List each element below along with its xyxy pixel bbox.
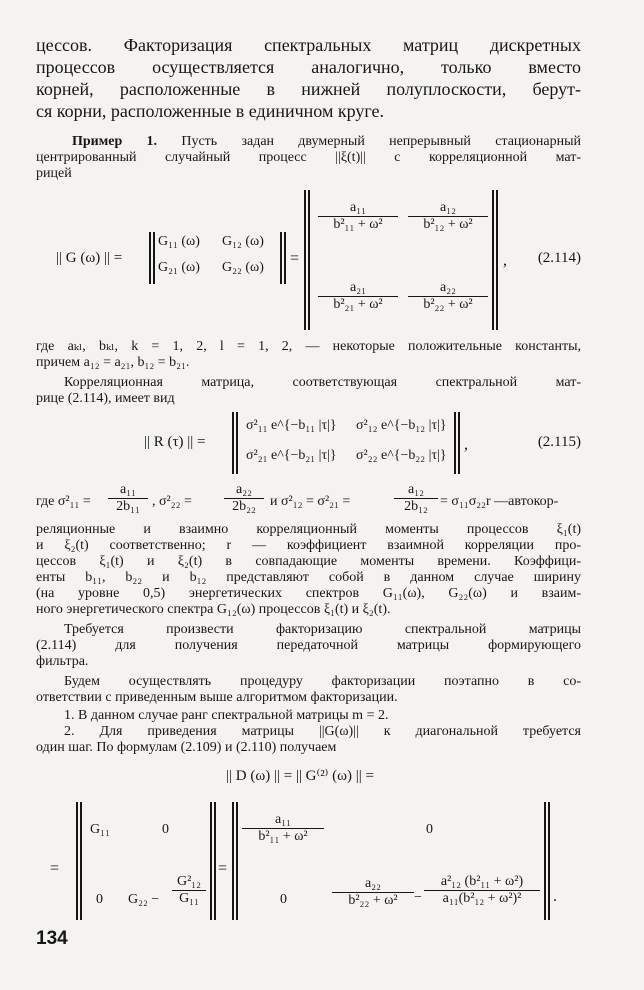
matrix-bar bbox=[236, 802, 238, 920]
matrix-cell: G₁₁ bbox=[90, 822, 110, 837]
text-line: Будем осуществлять процедуру факторизации поэтапно в со- bbox=[64, 674, 581, 689]
matrix-cell: σ²₁₁ e^{−b₁₁ |τ|} bbox=[246, 418, 337, 433]
fraction: $\frac{\text{a₁₂}}{\text{b²₁₂ + ω²}}$ bbox=[408, 200, 488, 233]
matrix-bar bbox=[76, 802, 78, 920]
text-line: рице (2.114), имеет вид bbox=[36, 391, 175, 406]
text-line: 2. Для приведения матрицы ||G(ω)|| к диагональной требуется bbox=[64, 724, 581, 739]
equation-2-115 bbox=[36, 410, 581, 480]
text-line: один шаг. По формулам (2.109) и (2.110) получаем bbox=[36, 740, 337, 755]
fraction: $\frac{\text{a²₁₂ (b²₁₁ + ω²)}}{\text{a₁₁(b²₁₂ + ω²)²}}$ bbox=[424, 874, 540, 907]
eq-lhs: || G (ω) || = bbox=[56, 250, 123, 266]
comma: , bbox=[464, 436, 468, 453]
example-label: Пример 1. bbox=[72, 134, 158, 149]
intro-paragraph bbox=[36, 34, 581, 122]
text-line: ного энергетического спектра G₁₂(ω) процессов ξ₁(t) и ξ₂(t). bbox=[36, 602, 391, 617]
matrix-cell: G₂₂ − bbox=[128, 892, 160, 907]
matrix-bar bbox=[548, 802, 550, 920]
text-line: ответствии с приведенным выше алгоритмом факторизации. bbox=[36, 690, 398, 705]
matrix-bar bbox=[304, 190, 306, 330]
text-line: Требуется произвести факторизацию спектральной матрицы bbox=[64, 622, 581, 637]
text-line: фильтра. bbox=[36, 654, 89, 669]
matrix-bar bbox=[80, 802, 82, 920]
text-line: процессов осуществляется аналогично, только вместо bbox=[36, 57, 581, 77]
equation-D bbox=[36, 762, 581, 932]
fraction: $\frac{\text{a₂₂}}{\text{b²₂₂ + ω²}}$ bbox=[408, 280, 488, 313]
matrix-bar bbox=[454, 412, 456, 474]
eq-lhs: || R (τ) || = bbox=[144, 434, 206, 450]
eq-sign: = bbox=[290, 250, 300, 267]
eq-top: || D (ω) || = || G⁽²⁾ (ω) || = bbox=[226, 768, 374, 784]
matrix-cell: 0 bbox=[280, 892, 287, 907]
fraction: $\frac{\text{a₂₁}}{\text{b²₂₁ + ω²}}$ bbox=[318, 280, 398, 313]
comma: , bbox=[503, 252, 507, 269]
equation-number: (2.115) bbox=[537, 434, 581, 450]
text-line: Корреляционная матрица, соответствующая спектральной мат- bbox=[64, 375, 581, 390]
matrix-cell: σ²₂₂ e^{−b₂₂ |τ|} bbox=[356, 448, 447, 463]
text-line: и ξ₂(t) соответственно; r — коэффициент взаимной корреляции про- bbox=[36, 538, 581, 553]
matrix-bar bbox=[496, 190, 498, 330]
matrix-cell: G₂₂ (ω) bbox=[222, 260, 264, 275]
matrix-cell: G₁₁ (ω) bbox=[158, 234, 200, 249]
text-line: где aₖₗ, bₖₗ, k = 1, 2, l = 1, 2, — некоторые положительные константы, bbox=[36, 339, 581, 354]
matrix-bar bbox=[149, 232, 151, 284]
text-line: ся корни, расположенные в единичном круге. bbox=[36, 101, 384, 121]
text-line: цессов. Факторизация спектральных матриц дискретных bbox=[36, 35, 581, 55]
text-line: корней, расположенные в нижней полуплоскости, берут- bbox=[36, 79, 581, 99]
text-line: причем a₁₂ = a₂₁, b₁₂ = b₂₁. bbox=[36, 355, 190, 370]
fraction: $\frac{\text{a₂₂}}{\text{2b₂₂}}$ bbox=[224, 482, 264, 515]
equation-number: (2.114) bbox=[537, 250, 581, 266]
sigma-definitions: где σ²₁₁ = $\frac{\text{a₁₁}}{\text{2b₁₁}}$ , σ²₂₂ = $\frac{\text{a₂₂}}{\text{2b₂₂}}$ и σ²₁₂ = σ²₂₁ = $\frac{\text{a₁₂}}{\text{2b₁₂}}$ = σ₁₁σ₂₂r —автокор- bbox=[36, 482, 559, 514]
text-line: реляционные и взаимно корреляционный моменты процессов ξ₁(t) bbox=[36, 522, 581, 537]
matrix-bar bbox=[153, 232, 155, 284]
eq-sign: = bbox=[50, 860, 60, 877]
matrix-bar bbox=[210, 802, 212, 920]
corr-intro-paragraph bbox=[36, 375, 581, 407]
matrix-bar bbox=[544, 802, 546, 920]
equation-2-114 bbox=[36, 186, 581, 346]
correlation-paragraph bbox=[36, 522, 581, 618]
fraction: $\frac{\text{a₁₁}}{\text{b²₁₁ + ω²}}$ bbox=[318, 200, 398, 233]
fraction: $\frac{\text{a₁₁}}{\text{b²₁₁ + ω²}}$ bbox=[242, 812, 324, 845]
matrix-cell: σ²₂₁ e^{−b₂₁ |τ|} bbox=[246, 448, 337, 463]
matrix-bar bbox=[236, 412, 238, 474]
text-line: центрированный случайный процесс ||ξ(t)|| с корреляционной мат- bbox=[36, 150, 581, 165]
matrix-bar bbox=[214, 802, 216, 920]
text-line: (на уровне 0,5) энергетических спектров G₁₁(ω), G₂₂(ω) и взаим- bbox=[36, 586, 581, 601]
matrix-cell: G₁₂ (ω) bbox=[222, 234, 264, 249]
matrix-cell: 0 bbox=[426, 822, 433, 837]
matrix-bar bbox=[232, 802, 234, 920]
matrix-cell: 0 bbox=[96, 892, 103, 907]
matrix-bar bbox=[232, 412, 234, 474]
step-2 bbox=[36, 724, 581, 756]
text-line: рицей bbox=[36, 166, 72, 181]
step-1: 1. В данном случае ранг спектральной матрицы m = 2. bbox=[64, 708, 389, 723]
matrix-bar bbox=[308, 190, 310, 330]
matrix-cell: σ²₁₂ e^{−b₁₂ |τ|} bbox=[356, 418, 447, 433]
where-paragraph bbox=[36, 339, 581, 371]
fraction: $\frac{\text{a₁₂}}{\text{2b₁₂}}$ bbox=[394, 482, 438, 515]
matrix-cell: G₂₁ (ω) bbox=[158, 260, 200, 275]
matrix-bar bbox=[280, 232, 282, 284]
fraction: $\frac{\text{a₂₂}}{\text{b²₂₂ + ω²}}$ bbox=[332, 876, 414, 909]
example-paragraph bbox=[36, 134, 581, 182]
period: . bbox=[553, 888, 557, 905]
matrix-cell: 0 bbox=[162, 822, 169, 837]
text-line: енты b₁₁, b₂₂ и b₁₂ представляют собой в данном случае ширину bbox=[36, 570, 581, 585]
text-line: (2.114) для получения передаточной матрицы формирующего bbox=[36, 638, 581, 653]
fraction: $\frac{\text{a₁₁}}{\text{2b₁₁}}$ bbox=[108, 482, 148, 515]
fraction: $\frac{\text{G²₁₂}}{\text{G₁₁}}$ bbox=[172, 874, 206, 907]
procedure-paragraph bbox=[36, 674, 581, 706]
matrix-bar bbox=[458, 412, 460, 474]
text-line: цессов ξ₁(t) и ξ₂(t) в совпадающие моменты времени. Коэффици- bbox=[36, 554, 581, 569]
matrix-bar bbox=[492, 190, 494, 330]
requirement-paragraph bbox=[36, 622, 581, 670]
eq-sign: = bbox=[218, 860, 228, 877]
minus-sign: − bbox=[414, 890, 422, 905]
page-number: 134 bbox=[36, 928, 68, 949]
matrix-bar bbox=[284, 232, 286, 284]
text-line: Пусть задан двумерный непрерывный стационарный bbox=[181, 134, 581, 149]
